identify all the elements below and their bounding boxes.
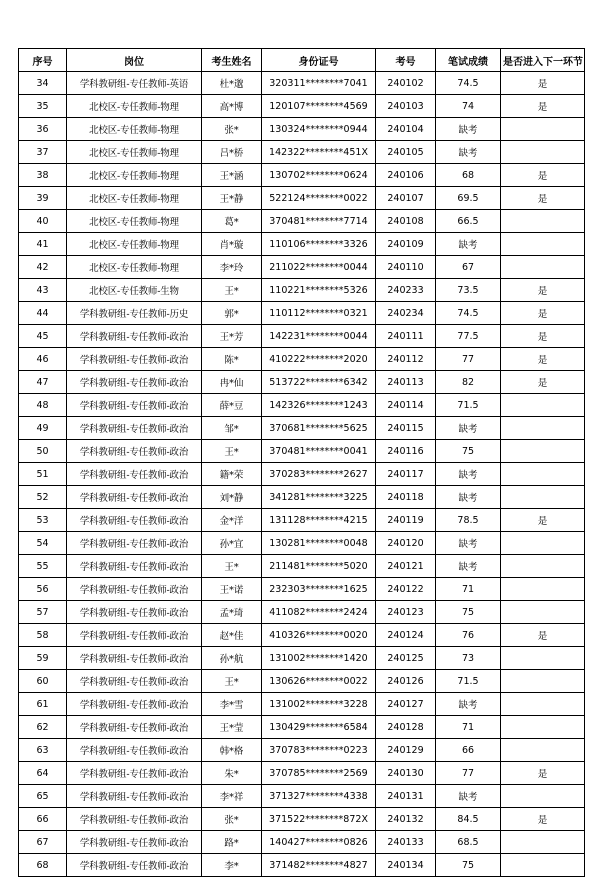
row-index: 62 [19,716,67,739]
row-candidate-name: 郭* [202,302,262,325]
row-index: 58 [19,624,67,647]
row-next-stage [501,578,585,601]
row-next-stage [501,555,585,578]
row-position: 学科教研组-专任教师-政治 [67,601,202,624]
row-exam-number: 240116 [376,440,436,463]
row-id-number: 341281********3225 [262,486,376,509]
row-id-number: 370681********5625 [262,417,376,440]
row-position: 学科教研组-专任教师-政治 [67,463,202,486]
row-candidate-name: 王*芳 [202,325,262,348]
table-row [19,141,585,164]
row-written-score: 66 [436,739,501,762]
table-row [19,210,585,233]
row-candidate-name: 籍*荣 [202,463,262,486]
row-index: 66 [19,808,67,831]
row-position: 学科教研组-专任教师-政治 [67,371,202,394]
row-next-stage: 是 [501,762,585,785]
table-row [19,532,585,555]
row-candidate-name: 路* [202,831,262,854]
row-index: 41 [19,233,67,256]
table-row [19,463,585,486]
row-next-stage [501,831,585,854]
row-written-score: 68 [436,164,501,187]
row-index: 49 [19,417,67,440]
row-index: 38 [19,164,67,187]
row-next-stage: 是 [501,72,585,95]
row-position: 学科教研组-专任教师-政治 [67,532,202,555]
row-candidate-name: 李*祥 [202,785,262,808]
row-index: 35 [19,95,67,118]
row-id-number: 522124********0022 [262,187,376,210]
row-id-number: 211022********0044 [262,256,376,279]
row-exam-number: 240103 [376,95,436,118]
row-position: 北校区-专任教师-生物 [67,279,202,302]
row-exam-number: 240109 [376,233,436,256]
table-row [19,302,585,325]
row-candidate-name: 张* [202,808,262,831]
row-next-stage [501,256,585,279]
row-exam-number: 240118 [376,486,436,509]
row-next-stage [501,210,585,233]
row-position: 北校区-专任教师-物理 [67,233,202,256]
row-written-score: 73 [436,647,501,670]
table-row [19,486,585,509]
row-position: 北校区-专任教师-物理 [67,210,202,233]
header-row [19,49,585,72]
row-exam-number: 240122 [376,578,436,601]
row-candidate-name: 陈* [202,348,262,371]
table-row [19,785,585,808]
row-candidate-name: 王* [202,279,262,302]
row-position: 学科教研组-专任教师-政治 [67,555,202,578]
row-written-score: 71 [436,716,501,739]
row-position: 学科教研组-专任教师-政治 [67,578,202,601]
table-row [19,256,585,279]
table-row [19,762,585,785]
row-id-number: 110112********0321 [262,302,376,325]
row-written-score: 77.5 [436,325,501,348]
row-id-number: 371482********4827 [262,854,376,877]
row-index: 56 [19,578,67,601]
row-exam-number: 240119 [376,509,436,532]
row-index: 61 [19,693,67,716]
table-row [19,509,585,532]
row-id-number: 130281********0048 [262,532,376,555]
row-id-number: 142326********1243 [262,394,376,417]
row-exam-number: 240117 [376,463,436,486]
row-exam-number: 240128 [376,716,436,739]
row-next-stage: 是 [501,187,585,210]
row-exam-number: 240115 [376,417,436,440]
row-position: 学科教研组-专任教师-政治 [67,808,202,831]
row-candidate-name: 王*静 [202,187,262,210]
row-index: 57 [19,601,67,624]
row-position: 学科教研组-专任教师-政治 [67,325,202,348]
row-next-stage: 是 [501,164,585,187]
row-candidate-name: 王* [202,440,262,463]
row-written-score: 75 [436,601,501,624]
row-exam-number: 240105 [376,141,436,164]
row-position: 学科教研组-专任教师-政治 [67,831,202,854]
row-candidate-name: 邹* [202,417,262,440]
row-index: 36 [19,118,67,141]
row-next-stage [501,463,585,486]
row-position: 学科教研组-专任教师-历史 [67,302,202,325]
row-exam-number: 240110 [376,256,436,279]
row-id-number: 142322********451X [262,141,376,164]
row-candidate-name: 葛* [202,210,262,233]
row-index: 37 [19,141,67,164]
row-id-number: 371327********4338 [262,785,376,808]
row-written-score: 67 [436,256,501,279]
row-written-score: 68.5 [436,831,501,854]
row-exam-number: 240131 [376,785,436,808]
row-next-stage: 是 [501,624,585,647]
row-index: 44 [19,302,67,325]
table-row [19,187,585,210]
row-position: 北校区-专任教师-物理 [67,187,202,210]
row-written-score: 71.5 [436,394,501,417]
row-next-stage [501,785,585,808]
row-candidate-name: 孙*航 [202,647,262,670]
row-index: 68 [19,854,67,877]
row-written-score: 84.5 [436,808,501,831]
row-written-score: 75 [436,440,501,463]
row-next-stage [501,647,585,670]
row-index: 63 [19,739,67,762]
row-written-score: 缺考 [436,118,501,141]
row-exam-number: 240125 [376,647,436,670]
table-row [19,233,585,256]
row-position: 学科教研组-专任教师-政治 [67,624,202,647]
row-next-stage: 是 [501,279,585,302]
row-next-stage: 是 [501,302,585,325]
row-id-number: 371522********872X [262,808,376,831]
row-written-score: 缺考 [436,532,501,555]
row-index: 48 [19,394,67,417]
row-index: 43 [19,279,67,302]
row-candidate-name: 朱* [202,762,262,785]
table-row [19,716,585,739]
table-row [19,578,585,601]
row-index: 65 [19,785,67,808]
row-next-stage [501,417,585,440]
table-row [19,624,585,647]
row-next-stage [501,854,585,877]
row-next-stage [501,601,585,624]
row-id-number: 211481********5020 [262,555,376,578]
row-id-number: 131002********3228 [262,693,376,716]
row-next-stage [501,532,585,555]
row-candidate-name: 孟*琦 [202,601,262,624]
row-exam-number: 240133 [376,831,436,854]
row-exam-number: 240114 [376,394,436,417]
row-id-number: 410326********0020 [262,624,376,647]
row-written-score: 缺考 [436,141,501,164]
row-written-score: 缺考 [436,486,501,509]
row-candidate-name: 王*诺 [202,578,262,601]
row-exam-number: 240111 [376,325,436,348]
row-candidate-name: 王* [202,555,262,578]
row-id-number: 370283********2627 [262,463,376,486]
row-candidate-name: 金*洋 [202,509,262,532]
table-row [19,417,585,440]
row-next-stage [501,394,585,417]
row-exam-number: 240130 [376,762,436,785]
row-candidate-name: 杜*邈 [202,72,262,95]
header-candidate-name: 考生姓名 [202,49,262,72]
table-row [19,854,585,877]
table-row [19,739,585,762]
row-position: 学科教研组-专任教师-政治 [67,647,202,670]
row-written-score: 71.5 [436,670,501,693]
table-row [19,72,585,95]
row-position: 学科教研组-专任教师-政治 [67,785,202,808]
row-candidate-name: 韩*格 [202,739,262,762]
header-position: 岗位 [67,49,202,72]
row-id-number: 131128********4215 [262,509,376,532]
row-written-score: 缺考 [436,463,501,486]
table-row [19,647,585,670]
row-next-stage [501,739,585,762]
row-index: 40 [19,210,67,233]
row-written-score: 74 [436,95,501,118]
row-index: 67 [19,831,67,854]
row-candidate-name: 李*雪 [202,693,262,716]
row-written-score: 77 [436,348,501,371]
row-next-stage: 是 [501,95,585,118]
row-candidate-name: 李*玲 [202,256,262,279]
row-candidate-name: 高*博 [202,95,262,118]
table-row [19,95,585,118]
row-written-score: 缺考 [436,417,501,440]
table-body [19,72,585,877]
row-index: 64 [19,762,67,785]
table-row [19,440,585,463]
row-position: 学科教研组-专任教师-政治 [67,854,202,877]
row-written-score: 74.5 [436,302,501,325]
row-exam-number: 240120 [376,532,436,555]
header-written-score: 笔试成绩 [436,49,501,72]
row-position: 学科教研组-专任教师-政治 [67,440,202,463]
row-id-number: 120107********4569 [262,95,376,118]
row-position: 北校区-专任教师-物理 [67,95,202,118]
row-next-stage: 是 [501,509,585,532]
row-index: 39 [19,187,67,210]
row-position: 北校区-专任教师-物理 [67,118,202,141]
table-row [19,118,585,141]
row-exam-number: 240126 [376,670,436,693]
row-id-number: 320311********7041 [262,72,376,95]
row-candidate-name: 王*莹 [202,716,262,739]
row-written-score: 74.5 [436,72,501,95]
row-position: 学科教研组-专任教师-政治 [67,417,202,440]
row-position: 北校区-专任教师-物理 [67,256,202,279]
row-id-number: 140427********0826 [262,831,376,854]
table-row [19,670,585,693]
row-index: 51 [19,463,67,486]
row-written-score: 69.5 [436,187,501,210]
row-candidate-name: 冉*仙 [202,371,262,394]
header-index: 序号 [19,49,67,72]
table-row [19,394,585,417]
row-index: 45 [19,325,67,348]
row-position: 学科教研组-专任教师-政治 [67,486,202,509]
table-row [19,601,585,624]
table-row [19,164,585,187]
row-candidate-name: 赵*佳 [202,624,262,647]
row-candidate-name: 刘*静 [202,486,262,509]
row-next-stage [501,118,585,141]
row-exam-number: 240233 [376,279,436,302]
table-row [19,831,585,854]
row-written-score: 缺考 [436,785,501,808]
row-candidate-name: 王* [202,670,262,693]
row-id-number: 513722********6342 [262,371,376,394]
table-row [19,348,585,371]
row-id-number: 130702********0624 [262,164,376,187]
row-index: 34 [19,72,67,95]
table-row [19,325,585,348]
results-table [18,48,585,877]
row-id-number: 130626********0022 [262,670,376,693]
row-candidate-name: 孙*宜 [202,532,262,555]
row-written-score: 73.5 [436,279,501,302]
row-exam-number: 240112 [376,348,436,371]
row-index: 55 [19,555,67,578]
row-index: 42 [19,256,67,279]
row-id-number: 131002********1420 [262,647,376,670]
row-exam-number: 240106 [376,164,436,187]
row-exam-number: 240129 [376,739,436,762]
row-exam-number: 240134 [376,854,436,877]
row-index: 46 [19,348,67,371]
table-row [19,808,585,831]
table-row [19,693,585,716]
row-position: 学科教研组-专任教师-政治 [67,348,202,371]
row-written-score: 71 [436,578,501,601]
row-next-stage [501,141,585,164]
row-written-score: 75 [436,854,501,877]
row-position: 学科教研组-专任教师-政治 [67,509,202,532]
row-position: 学科教研组-专任教师-政治 [67,716,202,739]
row-id-number: 130429********6584 [262,716,376,739]
row-written-score: 77 [436,762,501,785]
row-written-score: 82 [436,371,501,394]
row-exam-number: 240234 [376,302,436,325]
row-exam-number: 240124 [376,624,436,647]
row-exam-number: 240127 [376,693,436,716]
row-exam-number: 240107 [376,187,436,210]
row-id-number: 370785********2569 [262,762,376,785]
row-next-stage: 是 [501,808,585,831]
row-exam-number: 240108 [376,210,436,233]
row-written-score: 66.5 [436,210,501,233]
row-written-score: 78.5 [436,509,501,532]
row-candidate-name: 王*涵 [202,164,262,187]
row-id-number: 130324********0944 [262,118,376,141]
row-next-stage [501,693,585,716]
header-exam-number: 考号 [376,49,436,72]
header-id-number: 身份证号 [262,49,376,72]
table-row [19,279,585,302]
row-next-stage: 是 [501,325,585,348]
row-exam-number: 240123 [376,601,436,624]
row-position: 北校区-专任教师-物理 [67,164,202,187]
row-index: 47 [19,371,67,394]
row-exam-number: 240102 [376,72,436,95]
row-written-score: 76 [436,624,501,647]
row-written-score: 缺考 [436,693,501,716]
table-row [19,371,585,394]
row-written-score: 缺考 [436,555,501,578]
row-index: 52 [19,486,67,509]
row-position: 学科教研组-专任教师-政治 [67,739,202,762]
row-id-number: 232303********1625 [262,578,376,601]
row-exam-number: 240121 [376,555,436,578]
row-index: 53 [19,509,67,532]
row-id-number: 370783********0223 [262,739,376,762]
row-position: 学科教研组-专任教师-英语 [67,72,202,95]
table-row [19,555,585,578]
row-candidate-name: 肖*璇 [202,233,262,256]
row-position: 学科教研组-专任教师-政治 [67,670,202,693]
row-position: 学科教研组-专任教师-政治 [67,693,202,716]
row-position: 学科教研组-专任教师-政治 [67,762,202,785]
row-id-number: 370481********7714 [262,210,376,233]
row-next-stage [501,716,585,739]
row-written-score: 缺考 [436,233,501,256]
row-next-stage: 是 [501,371,585,394]
row-id-number: 110221********5326 [262,279,376,302]
header-next-stage: 是否进入下一环节 [501,49,585,72]
row-position: 北校区-专任教师-物理 [67,141,202,164]
row-exam-number: 240132 [376,808,436,831]
row-next-stage [501,440,585,463]
row-candidate-name: 吕*桥 [202,141,262,164]
row-id-number: 410222********2020 [262,348,376,371]
row-position: 学科教研组-专任教师-政治 [67,394,202,417]
row-id-number: 142231********0044 [262,325,376,348]
row-index: 60 [19,670,67,693]
row-candidate-name: 李* [202,854,262,877]
row-index: 50 [19,440,67,463]
row-id-number: 411082********2424 [262,601,376,624]
row-candidate-name: 薛*豆 [202,394,262,417]
row-next-stage [501,486,585,509]
row-index: 59 [19,647,67,670]
row-next-stage: 是 [501,348,585,371]
row-id-number: 370481********0041 [262,440,376,463]
row-index: 54 [19,532,67,555]
row-exam-number: 240113 [376,371,436,394]
row-id-number: 110106********3326 [262,233,376,256]
row-exam-number: 240104 [376,118,436,141]
row-candidate-name: 张* [202,118,262,141]
row-next-stage [501,670,585,693]
row-next-stage [501,233,585,256]
